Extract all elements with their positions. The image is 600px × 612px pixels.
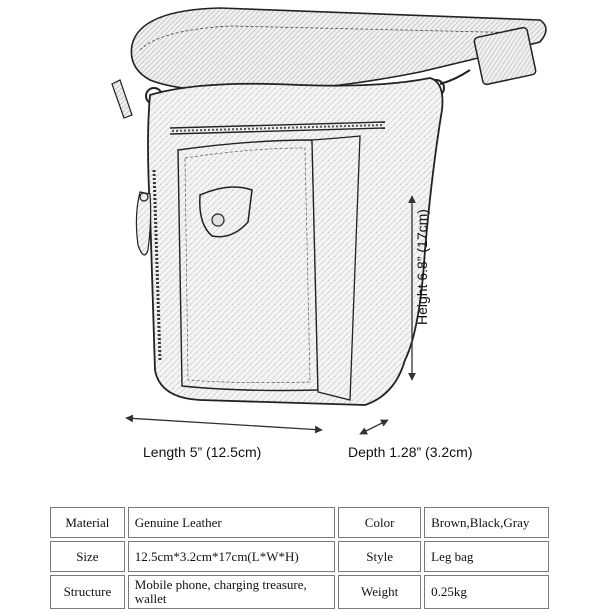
spec-value: Mobile phone, charging treasure, wallet [128,575,335,609]
depth-label: Depth 1.28” (3.2cm) [348,444,473,460]
length-label: Length 5” (12.5cm) [143,444,262,460]
spec-value: 0.25kg [424,575,549,609]
waist-strap [131,8,546,96]
depth-arrow-icon [360,420,388,434]
spec-value: Brown,Black,Gray [424,507,549,538]
spec-key: Color [338,507,421,538]
height-label: Height 6.8” (17cm) [414,209,430,325]
spec-row [50,541,549,572]
spec-value: Genuine Leather [128,507,335,538]
spec-row [50,507,549,538]
spec-table [47,504,552,612]
bag-body [136,78,442,405]
spec-value: 12.5cm*3.2cm*17cm(L*W*H) [128,541,335,572]
spec-key: Size [50,541,125,572]
spec-key: Material [50,507,125,538]
length-arrow-icon [126,418,322,430]
spec-value: Leg bag [424,541,549,572]
spec-key: Weight [338,575,421,609]
spec-key: Structure [50,575,125,609]
spec-row [50,575,549,609]
spec-key: Style [338,541,421,572]
